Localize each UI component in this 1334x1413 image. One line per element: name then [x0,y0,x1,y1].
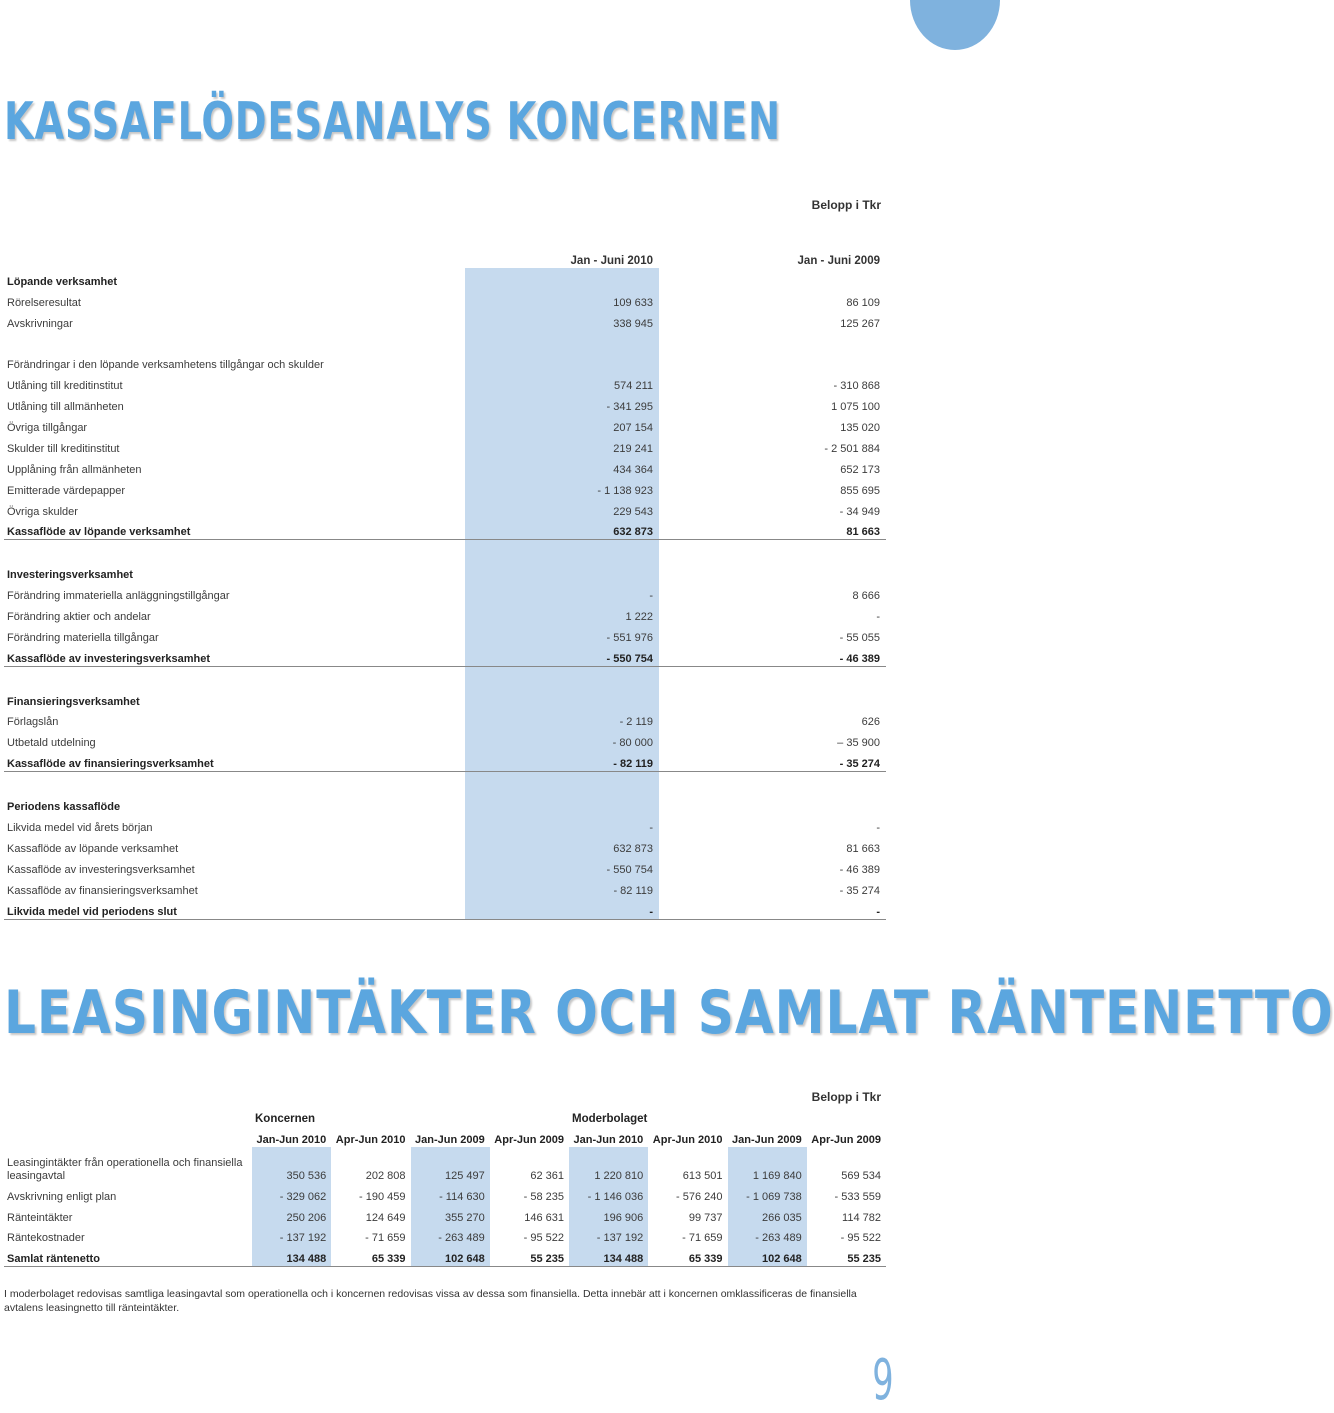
cashflow-value-2009: 86 109 [846,296,880,309]
cashflow-value-2009: 81 663 [659,519,886,540]
cashflow-row [4,561,886,582]
cashflow-row [4,666,886,687]
cashflow-row [4,814,886,835]
cashflow-row [4,477,886,498]
cashflow-value-2010: 632 873 [465,519,659,540]
leasing-cell: 613 501 [682,1169,723,1182]
cashflow-row [4,519,886,540]
leasing-cell: 55 235 [490,1245,569,1266]
cashflow-row-label: Skulder till kreditinstitut [7,442,120,455]
cashflow-value-2010: 207 154 [465,414,659,435]
cashflow-value-2010: - [465,898,659,919]
leasing-cell: 250 206 [252,1204,331,1225]
cashflow-value-2009 [659,351,886,372]
cashflow-value-2010 [465,793,659,814]
cashflow-row [4,877,886,898]
leasing-row-label: Räntekostnader [7,1232,85,1245]
cashflow-value-2010: - 82 119 [465,750,659,771]
cashflow-row-label: Upplåning från allmänheten [7,463,142,476]
cashflow-row-label: Likvida medel vid periodens slut [4,898,465,919]
leasing-cell: - 1 146 036 [569,1183,648,1204]
leasing-row [4,1147,886,1183]
cashflow-row-label: Utlåning till allmänheten [7,401,124,414]
cashflow-row-label: Löpande verksamhet [7,275,118,288]
cashflow-row-label: Förändring immateriella anläggningstillgångar [7,590,230,603]
leasing-cell: 355 270 [411,1204,490,1225]
cashflow-value-2009: 1 075 100 [831,401,880,414]
leasing-cell: 1 169 840 [728,1147,807,1183]
leasing-cell: - 137 192 [569,1225,648,1246]
leasing-col-header: Jan-Jun 2009 [415,1133,485,1146]
cashflow-value-2010 [465,540,659,561]
cashflow-value-2009: 652 173 [840,463,880,476]
leasing-cell: 146 631 [524,1211,564,1224]
cashflow-row [4,603,886,624]
cashflow-value-2009: - [876,611,880,624]
cashflow-value-2010 [465,331,659,352]
leasing-cell: 196 906 [569,1204,648,1225]
cashflow-value-2009 [659,561,886,582]
cashflow-value-2010: - 341 295 [465,393,659,414]
leasing-group-row [4,1105,886,1126]
leasing-cell: - 1 069 738 [728,1183,807,1204]
cashflow-row-label: Förändring aktier och andelar [7,611,151,624]
cashflow-row-label: Förlagslån [7,716,59,729]
cashflow-value-2009: - 35 274 [659,750,886,771]
cashflow-unit-label: Belopp i Tkr [811,198,881,212]
leasing-footnote: I moderbolaget redovisas samtliga leasingavtal som operationella och i koncernen redovisas vissa av dessa som finansiella. Detta innebär att i koncernen omklassificeras de finansiella avtalens leasingnetto till ränteintäkter. [4,1288,857,1314]
leasing-cell: 124 649 [365,1211,406,1224]
cashflow-row-label: Avskrivningar [7,317,73,330]
cashflow-value-2009 [659,793,886,814]
leasing-col-header: Jan-Jun 2009 [732,1133,802,1146]
leasing-col-header: Apr-Jun 2010 [652,1133,723,1146]
leasing-col-header: Apr-Jun 2009 [811,1133,881,1146]
leasing-cell: 350 536 [252,1147,331,1183]
leasing-cell: 202 808 [365,1169,406,1182]
cashflow-row [4,856,886,877]
cashflow-value-2010: - [465,582,659,603]
cashflow-value-2010: 632 873 [465,835,659,856]
cashflow-row [4,709,886,730]
cashflow-value-2010 [465,688,659,709]
cashflow-row-label: Kassaflöde av löpande verksamhet [4,519,465,540]
leasing-cell: 569 534 [841,1169,881,1182]
cashflow-value-2009: - [659,898,886,919]
cashflow-value-2010: 219 241 [465,435,659,456]
corner-decoration [910,0,1000,50]
cashflow-row [4,835,886,856]
leasing-cell: 102 648 [411,1245,490,1266]
cashflow-row-label [4,331,465,352]
cashflow-value-2009: - 46 389 [659,645,886,666]
cashflow-row-label [4,666,465,687]
cashflow-row [4,289,886,310]
cashflow-value-2010 [465,268,659,289]
cashflow-col-header-2010: Jan - Juni 2010 [570,254,653,267]
leasing-cell: 134 488 [569,1245,648,1266]
cashflow-value-2010: - 551 976 [465,624,659,645]
cashflow-value-2009: - 310 868 [833,380,880,393]
leasing-col-header: Apr-Jun 2009 [494,1133,564,1146]
cashflow-row-label: Rörelseresultat [7,296,81,309]
cashflow-row-label: Kassaflöde av finansieringsverksamhet [7,884,198,897]
cashflow-row [4,310,886,331]
cashflow-value-2009 [659,666,886,687]
cashflow-value-2010: 434 364 [465,456,659,477]
leasing-row-label: Leasingintäkter från operationella och finansiella leasingavtal [7,1156,243,1182]
cashflow-value-2009: - 34 949 [839,505,880,518]
cashflow-row-label: Övriga skulder [7,505,78,518]
leasing-cell: 1 220 810 [569,1147,648,1183]
cashflow-value-2009: 8 666 [852,590,880,603]
leasing-col-header: Apr-Jun 2010 [335,1133,406,1146]
cashflow-row [4,435,886,456]
leasing-cell: - 533 559 [834,1190,881,1203]
leasing-cell: 114 782 [842,1211,881,1224]
leasing-table [4,1105,886,1267]
leasing-cell: - 263 489 [728,1225,807,1246]
cashflow-value-2009: 125 267 [840,317,880,330]
cashflow-value-2010: - 550 754 [465,645,659,666]
cashflow-row-label: Periodens kassaflöde [7,801,121,814]
cashflow-row-label: Emitterade värdepapper [7,484,126,497]
cashflow-value-2010: 1 222 [465,603,659,624]
cashflow-row [4,540,886,561]
leasing-row-label: Avskrivning enligt plan [7,1190,117,1203]
cashflow-row [4,772,886,793]
cashflow-row [4,750,886,771]
leasing-cell: 125 497 [411,1147,490,1183]
cashflow-value-2009: 855 695 [840,484,880,497]
cashflow-row [4,688,886,709]
cashflow-value-2010: - 80 000 [465,729,659,750]
cashflow-row-label [4,540,465,561]
leasing-cell: 134 488 [252,1245,331,1266]
cashflow-value-2009: 135 020 [840,422,880,435]
leasing-total-row [4,1245,886,1266]
cashflow-header-row [4,247,886,268]
leasing-cell: - 263 489 [411,1225,490,1246]
cashflow-value-2009: 626 [861,716,880,729]
cashflow-value-2010: 574 211 [465,372,659,393]
cashflow-row [4,268,886,289]
leasing-cell: - 114 630 [411,1183,490,1204]
cashflow-row-label: Investeringsverksamhet [7,569,133,582]
cashflow-title: KASSAFLÖDESANALYS KONCERNEN [4,92,781,152]
leasing-col-header: Jan-Jun 2010 [256,1133,327,1146]
cashflow-row [4,898,886,919]
cashflow-value-2010: - [465,814,659,835]
leasing-cell: - 95 522 [840,1232,881,1245]
cashflow-row [4,793,886,814]
cashflow-value-2009 [659,772,886,793]
group-moderbolaget: Moderbolaget [572,1112,648,1125]
cashflow-row [4,624,886,645]
leasing-unit-label: Belopp i Tkr [811,1090,881,1104]
cashflow-col-header-2009: Jan - Juni 2009 [797,254,880,267]
cashflow-table [4,247,886,920]
leasing-cell: - 95 522 [523,1232,564,1245]
leasing-cell: - 190 459 [359,1190,406,1203]
leasing-row-label: Samlat räntenetto [4,1245,252,1266]
cashflow-row-label: Kassaflöde av investeringsverksamhet [4,645,465,666]
cashflow-row-label: Utlåning till kreditinstitut [7,380,123,393]
cashflow-row-label: Likvida medel vid årets början [7,821,153,834]
cashflow-row-label: Förändringar i den löpande verksamhetens tillgångar och skulder [7,359,324,372]
leasing-cell: 62 361 [530,1169,564,1182]
cashflow-row [4,456,886,477]
leasing-title: LEASINGINTÄKTER OCH SAMLAT RÄNTENETTO [4,978,1334,1048]
page-number: 9 [872,1348,894,1413]
cashflow-row [4,498,886,519]
cashflow-row-label: Övriga tillgångar [7,422,88,435]
cashflow-value-2010: 109 633 [465,289,659,310]
leasing-cell: 102 648 [728,1245,807,1266]
cashflow-value-2009: - 46 389 [839,863,880,876]
leasing-cell: - 71 659 [682,1232,723,1245]
cashflow-value-2010 [465,561,659,582]
cashflow-row [4,393,886,414]
leasing-cell: - 329 062 [252,1183,331,1204]
cashflow-value-2009: - [876,821,880,834]
cashflow-value-2009: 81 663 [846,842,880,855]
leasing-row [4,1183,886,1204]
cashflow-value-2009: – 35 900 [837,737,880,750]
cashflow-value-2010 [465,351,659,372]
leasing-cell: 65 339 [648,1245,727,1266]
cashflow-row [4,729,886,750]
cashflow-value-2009: - 2 501 884 [824,442,880,455]
cashflow-row [4,414,886,435]
cashflow-value-2010: - 2 119 [465,709,659,730]
leasing-cell: 266 035 [728,1204,807,1225]
leasing-cell: 65 339 [331,1245,410,1266]
cashflow-value-2009 [659,688,886,709]
cashflow-value-2009 [659,268,886,289]
leasing-cell: - 576 240 [676,1190,723,1203]
cashflow-row [4,582,886,603]
cashflow-value-2009: - 55 055 [839,631,880,644]
cashflow-value-2010: - 1 138 923 [465,477,659,498]
cashflow-value-2009: - 35 274 [839,884,880,897]
leasing-cell: - 71 659 [365,1232,406,1245]
cashflow-value-2010: - 82 119 [465,877,659,898]
leasing-cell: - 137 192 [252,1225,331,1246]
cashflow-row [4,351,886,372]
cashflow-row-label: Kassaflöde av löpande verksamhet [7,842,179,855]
cashflow-row-label: Förändring materiella tillgångar [7,631,159,644]
cashflow-row-label: Utbetald utdelning [7,737,96,750]
cashflow-row [4,331,886,352]
leasing-row [4,1225,886,1246]
leasing-col-header: Jan-Jun 2010 [573,1133,644,1146]
cashflow-row-label: Finansieringsverksamhet [7,695,140,708]
cashflow-value-2010: 229 543 [465,498,659,519]
cashflow-value-2009 [659,540,886,561]
leasing-cell: - 58 235 [523,1190,564,1203]
cashflow-row-label: Kassaflöde av finansieringsverksamhet [4,750,465,771]
leasing-cell: 55 235 [807,1245,886,1266]
cashflow-row [4,645,886,666]
leasing-columns-row [4,1126,886,1147]
cashflow-row-label [4,772,465,793]
cashflow-value-2010 [465,666,659,687]
cashflow-row [4,372,886,393]
leasing-cell: 99 737 [688,1211,723,1224]
leasing-row [4,1204,886,1225]
cashflow-value-2010 [465,772,659,793]
cashflow-value-2009 [659,331,886,352]
cashflow-value-2010: - 550 754 [465,856,659,877]
group-koncernen: Koncernen [255,1112,316,1125]
leasing-row-label: Ränteintäkter [7,1211,73,1224]
cashflow-value-2010: 338 945 [465,310,659,331]
cashflow-row-label: Kassaflöde av investeringsverksamhet [7,863,195,876]
